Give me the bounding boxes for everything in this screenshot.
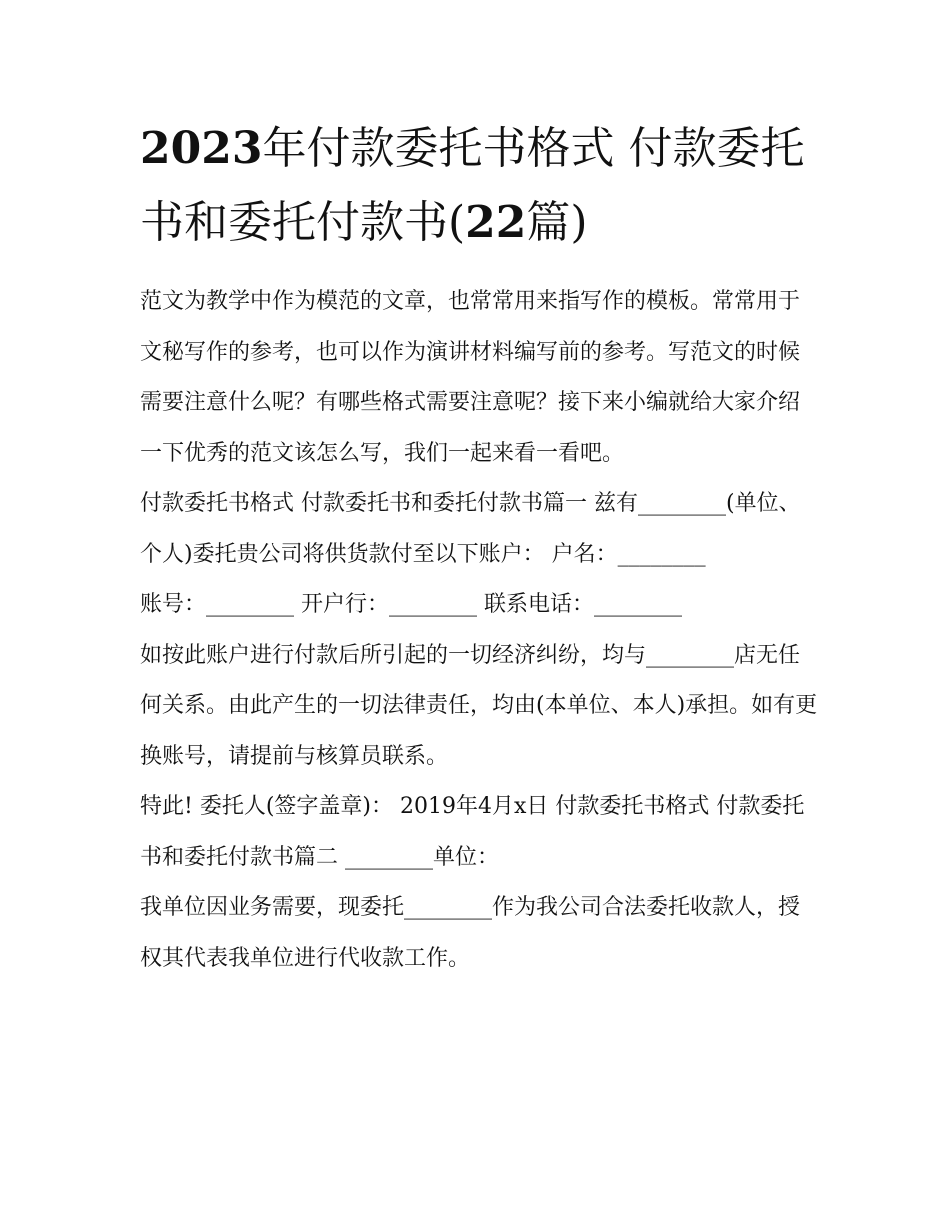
title-text-part1: 年付款委托书格式 付款委托书和委托付款书( (140, 123, 805, 248)
title-count: 22 (465, 197, 527, 248)
document-title (140, 112, 820, 260)
paragraph-account-info: 账号：________ 开户行：________ 联系电话：________ (140, 592, 682, 617)
paragraph-section-one: 付款委托书格式 付款委托书和委托付款书篇一 兹有________(单位、个人)委托贵公司将供货款付至以下账户： 户名：________ (140, 491, 801, 567)
paragraph-liability: 如按此账户进行付款后所引起的一切经济纠纷，均与________店无任何关系。由此产生的一切法律责任，均由(本单位、本人)承担。如有更换账号，请提前与核算员联系。 (140, 642, 818, 769)
paragraph-authorization: 我单位因业务需要，现委托________作为我公司合法委托收款人，授权其代表我单位进行代收款工作。 (140, 895, 801, 971)
paragraph-signature-section-two: 特此! 委托人(签字盖章)： 2019年4月x日 付款委托书格式 付款委托书和委托付款书篇二 ________单位： (140, 794, 805, 870)
document-body (140, 277, 820, 984)
title-year: 2023 (140, 123, 263, 174)
title-text-part2: 篇) (526, 197, 588, 248)
paragraph-intro: 范文为教学中作为模范的文章，也常常用来指写作的模板。常常用于文秘写作的参考，也可以作为演讲材料编写前的参考。写范文的时候需要注意什么呢？有哪些格式需要注意呢？接下来小编就给大家介绍一下优秀的范文该怎么写，我们一起来看一看吧。 (140, 289, 801, 466)
